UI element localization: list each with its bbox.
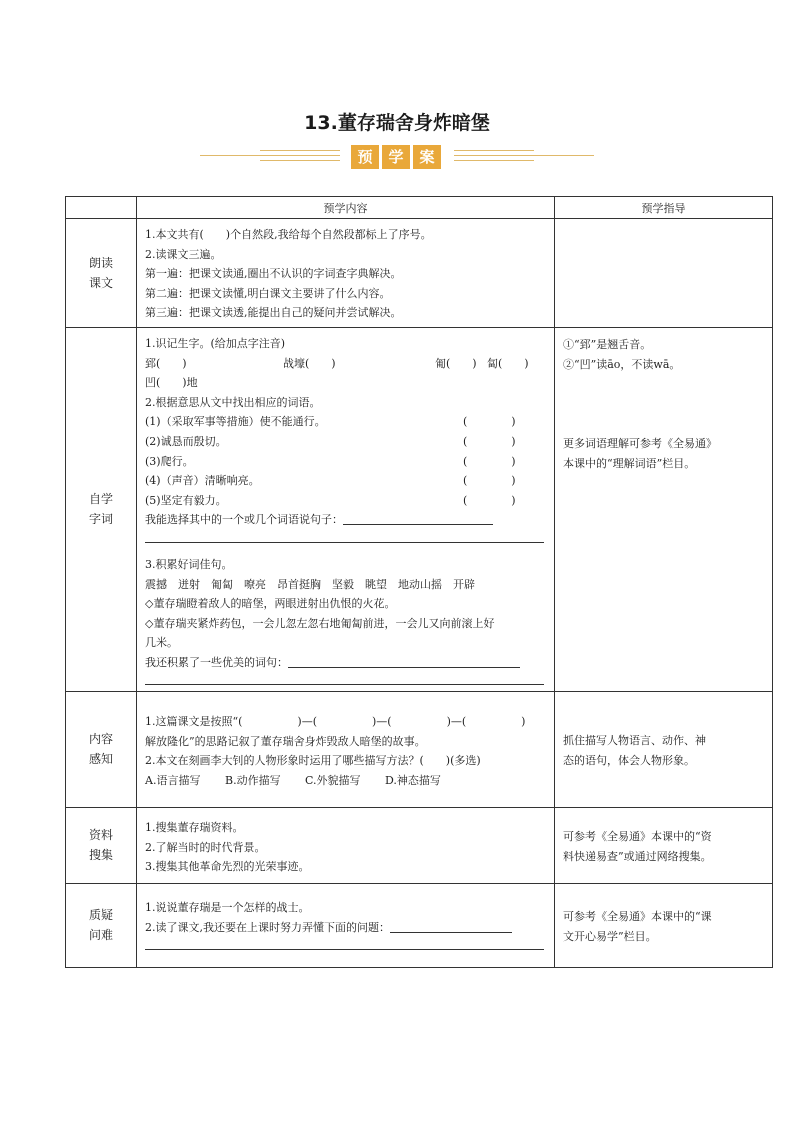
preview-table (65, 196, 773, 968)
text-line: 几米。 (145, 636, 178, 650)
text-line: ◇董存瑞夹紧炸药包，一会儿忽左忽右地匍匐前进，一会儿又向前滚上好 (145, 616, 495, 630)
answer-paren[interactable]: ( ) (463, 434, 516, 448)
text-line: 第三遍：把课文读透,能提出自己的疑问并尝试解决。 (145, 306, 402, 320)
guide-line: 态的语句，体会人物形象。 (563, 753, 695, 767)
text-line: 2.了解当时的时代背景。 (145, 840, 266, 854)
banner-badges (351, 145, 441, 169)
answer-paren[interactable]: ( ) (463, 454, 516, 468)
section-label-materials: 资料 搜集 (66, 807, 137, 883)
word-item: (2)诚恳而殷切。 ( ) (145, 432, 548, 452)
option[interactable]: B.动作描写 (225, 773, 281, 787)
header-guide: 预学指导 (555, 197, 773, 219)
banner-rule-left (200, 155, 340, 156)
section-content-comprehension (137, 691, 555, 807)
word-item: (4)（声音）清晰响亮。 ( ) (145, 471, 548, 491)
text-line: 第一遍：把课文读通,圈出不认识的字词查字典解决。 (145, 267, 402, 281)
answer-line[interactable] (343, 510, 493, 525)
banner-rule-right-upper (454, 150, 534, 151)
word-item: (1)（采取军事等措施）使不能通行。 ( ) (145, 412, 548, 432)
answer-paren[interactable]: ( ) (463, 493, 516, 507)
banner-char: 案 (413, 145, 441, 169)
options-row (145, 771, 548, 791)
banner-rule-left-lower (260, 160, 340, 161)
pinyin-blank[interactable]: 匐( ) (487, 356, 529, 370)
text-line: 解放隆化”的思路记叙了董存瑞舍身炸毁敌人暗堡的故事。 (145, 734, 426, 748)
section-guide-read (555, 219, 773, 328)
text-line: 2.根据意思从文中找出相应的词语。 (145, 395, 321, 409)
guide-line: ②“凹”读āo，不读wā。 (563, 357, 681, 371)
section-guide-comprehension (555, 691, 773, 807)
option[interactable]: C.外貌描写 (305, 773, 361, 787)
option[interactable]: A.语言描写 (145, 773, 201, 787)
accumulate-prompt: 我还积累了一些优美的词句： (145, 653, 548, 673)
sentence-prompt: 我能选择其中的一个或几个词语说句子： (145, 510, 548, 530)
guide-line: 文开心易学”栏目。 (563, 929, 657, 943)
page-title: 13.董存瑞舍身炸暗堡 (304, 112, 490, 134)
text-line: 2.读课文三遍。 (145, 247, 222, 261)
pinyin-blank[interactable]: 匍( ) (435, 356, 477, 370)
guide-line: 可参考《全易通》本课中的“资 (563, 830, 712, 844)
answer-line[interactable] (145, 937, 544, 950)
header-empty (66, 197, 137, 219)
pinyin-row (145, 354, 548, 374)
guide-line: 更多词语理解可参考《全易通》 (563, 437, 717, 451)
pinyin-blank[interactable]: 凹( )地 (145, 376, 198, 390)
guide-line: 可参考《全易通》本课中的“课 (563, 910, 712, 924)
text-line: 1.识记生字。(给加点字注音) (145, 336, 286, 350)
answer-paren[interactable]: ( ) (463, 415, 516, 429)
text-line: 3.积累好词佳句。 (145, 557, 233, 571)
section-label-words: 自学 字词 (66, 327, 137, 691)
section-guide-materials (555, 807, 773, 883)
pinyin-blank[interactable]: 郅( ) (145, 356, 187, 370)
question-prompt: 2.读了课文,我还要在上课时努力弄懂下面的问题： (145, 918, 548, 938)
text-line: 1.说说董存瑞是一个怎样的战士。 (145, 900, 310, 914)
section-content-questions (137, 883, 555, 967)
word-item: (3)爬行。 ( ) (145, 452, 548, 472)
note: (给加点字注音) (210, 336, 286, 350)
section-label-questions: 质疑 问难 (66, 883, 137, 967)
guide-line: 抓住描写人物语言、动作、神 (563, 734, 706, 748)
section-content-read (137, 219, 555, 328)
pinyin-blank[interactable]: 战壕( ) (283, 356, 336, 370)
text-line: 3.搜集其他革命先烈的光荣事迹。 (145, 860, 310, 874)
section-content-materials (137, 807, 555, 883)
section-content-words (137, 327, 555, 691)
banner-char: 预 (351, 145, 379, 169)
text-line: 1.本文共有( )个自然段,我给每个自然段都标上了序号。 (145, 228, 432, 241)
text-line: 2.本文在刻画李大钊的人物形象时运用了哪些描写方法？( )(多选) (145, 754, 481, 768)
text-line: 第二遍：把课文读懂,明白课文主要讲了什么内容。 (145, 286, 391, 300)
text-line: 震撼 迸射 匍匐 嘹亮 昂首挺胸 坚毅 眺望 地动山摇 开辟 (145, 577, 475, 591)
text-line: 1.搜集董存瑞资料。 (145, 820, 244, 834)
answer-line[interactable] (145, 530, 544, 543)
answer-line[interactable] (390, 918, 512, 933)
banner-rule-right (454, 155, 594, 156)
banner-rule-left-upper (260, 150, 340, 151)
text-line: ◇董存瑞瞪着敌人的暗堡，两眼迸射出仇恨的火花。 (145, 597, 396, 611)
section-guide-questions (555, 883, 773, 967)
answer-line[interactable] (145, 672, 544, 685)
header-content: 预学内容 (137, 197, 555, 219)
section-guide-words (555, 327, 773, 691)
guide-line: ①“郅”是翘舌音。 (563, 337, 652, 351)
guide-line: 料快递易查”或通过网络搜集。 (563, 849, 712, 863)
banner-rule-right-lower (454, 160, 534, 161)
section-label-read: 朗读 课文 (66, 219, 137, 328)
answer-paren[interactable]: ( ) (463, 474, 516, 488)
option[interactable]: D.神态描写 (385, 773, 441, 787)
word-item: (5)坚定有毅力。 ( ) (145, 491, 548, 511)
section-label-comprehension: 内容 感知 (66, 691, 137, 807)
banner (200, 142, 594, 172)
banner-char: 学 (382, 145, 410, 169)
guide-line: 本课中的“理解词语”栏目。 (563, 456, 696, 470)
text-line: 1.这篇课文是按照“( )—( )—( )—( ) (145, 714, 526, 728)
answer-line[interactable] (288, 653, 520, 668)
